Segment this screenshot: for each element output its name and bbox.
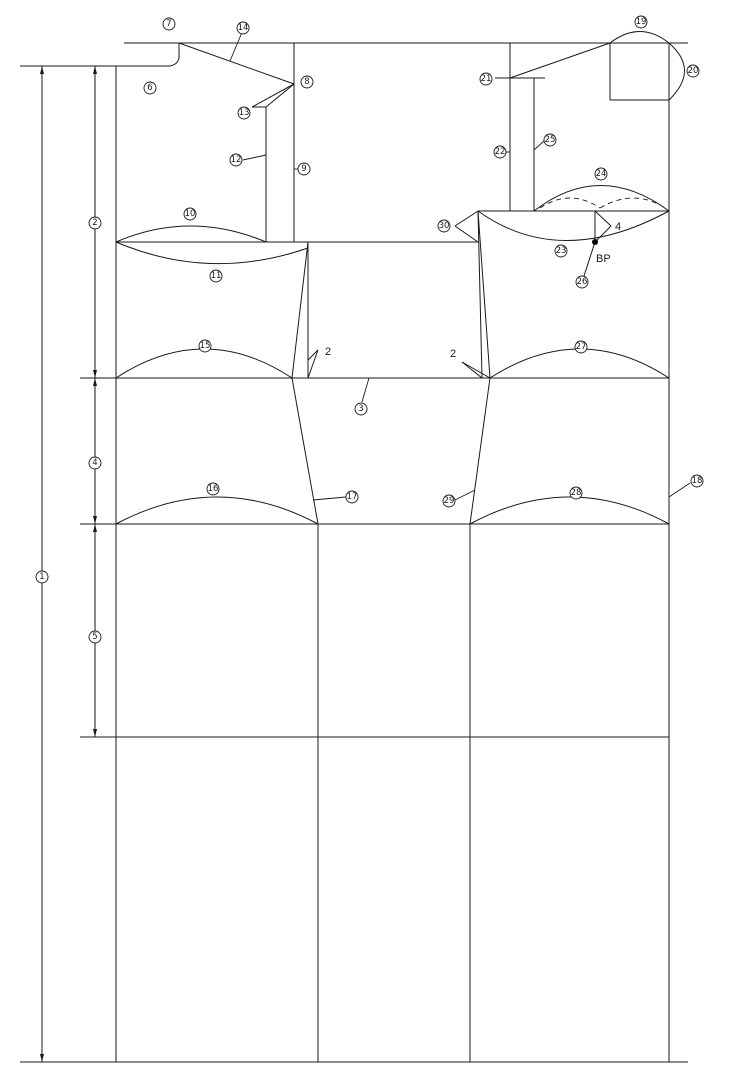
leader-18 [669,483,690,497]
label-14-text: 14 [237,23,249,33]
dimension-lines [20,66,116,1062]
label-18 [691,475,703,487]
front-waist-curve [470,497,669,524]
front-side-seam [462,211,490,524]
label-2-text: 2 [92,218,98,228]
front-neck-shoulder [495,32,685,212]
dimension-4-arrow-bottom [93,516,97,524]
label-29-text: 29 [443,496,455,506]
bust-dart-diagonal-a [595,211,611,226]
label-30 [438,220,450,232]
label-27 [575,341,587,353]
label-23 [555,245,567,257]
label-22 [494,146,506,158]
front-bust-area [455,186,669,277]
leader-12 [243,155,266,160]
label-25 [544,134,556,146]
label-10-text: 10 [184,209,196,219]
label-3-text: 3 [358,404,364,414]
back-shoulder-line [179,43,294,84]
dart-width-left: 2 [325,346,332,358]
shoulder-dart-inner [266,84,294,107]
leader-25 [534,140,545,150]
back-side-seam [292,242,318,524]
leader-29 [455,490,475,500]
label-26 [576,276,588,288]
label-24-text: 24 [595,169,607,179]
label-28-text: 28 [570,488,582,498]
front-side-seam-lower [470,378,490,524]
label-9-text: 9 [301,164,307,174]
label-22-text: 22 [494,147,506,157]
label-24 [595,168,607,180]
label-17 [346,491,358,503]
label-6-text: 6 [147,83,153,93]
label-27-text: 27 [575,342,587,352]
label-21-text: 21 [480,74,492,84]
label-20 [687,65,699,77]
front-side-dart-tip-b [462,362,490,378]
bust-dart-diagonal-b [595,226,611,242]
front-armhole-dashed-left [540,198,600,208]
dimension-1-arrow-top [40,66,44,74]
back-side-seam-lower [292,378,318,524]
numbered-labels [36,16,703,643]
front-chest-curve [490,349,669,378]
bust-dart-width: 4 [615,221,622,233]
label-1-text: 1 [39,572,45,582]
label-26-text: 26 [576,277,588,287]
label-29 [443,495,455,507]
label-16 [207,483,219,495]
front-side-dart-tip-a [462,362,482,378]
shoulder-dart-leg-upper [252,84,294,107]
label-21 [480,73,492,85]
label-20-text: 20 [687,66,699,76]
label-1 [36,571,48,583]
label-18-text: 18 [691,476,703,486]
hem-curves [116,349,669,524]
label-8-text: 8 [304,77,310,87]
label-14 [237,22,249,34]
label-5 [89,631,101,643]
front-armhole-dashed-right [600,198,665,208]
label-12-text: 12 [230,155,242,165]
front-neck-dart-b [455,226,478,242]
label-28 [570,487,582,499]
back-armhole-upper-curve [116,226,266,242]
front-neck-curve-side [669,43,685,100]
label-7-text: 7 [166,19,172,29]
label-19 [635,16,647,28]
back-chest-curve [116,349,292,378]
front-shoulder-line [510,43,610,78]
bust-point-leader [584,242,595,276]
label-6 [144,82,156,94]
label-10 [184,208,196,220]
label-25-text: 25 [544,135,556,145]
label-8 [301,76,313,88]
label-17-text: 17 [346,492,358,502]
label-2 [89,217,101,229]
label-13 [238,107,250,119]
back-neck-curve [116,43,179,66]
label-4 [89,457,101,469]
bust-point-label: BP [596,253,611,265]
label-9 [298,163,310,175]
back-side-dart-left [292,242,308,378]
dimension-1-arrow-bottom [40,1054,44,1062]
leader-3 [362,378,369,402]
label-15-text: 15 [199,341,211,351]
dimension-2-arrow-bottom [93,370,97,378]
back-side-dart-tip-b [308,350,318,378]
leader-17 [313,497,346,500]
back-waist-curve [116,497,318,524]
dimension-5-arrow-top [93,524,97,532]
label-7 [163,18,175,30]
dimension-2-arrow-top [93,66,97,74]
dimension-4-arrow-top [93,378,97,386]
label-15 [199,340,211,352]
label-19-text: 19 [635,17,647,27]
front-neck-dart-a [455,211,478,226]
frame-lines [20,43,688,1062]
back-armhole-lower-curve [116,242,308,264]
label-11 [210,270,222,282]
dart-width-right: 2 [450,348,457,360]
label-4-text: 4 [92,458,98,468]
dimension-5-arrow-bottom [93,729,97,737]
label-12 [230,154,242,166]
leader-14 [230,30,243,61]
back-armhole-curves [116,226,308,264]
label-13-text: 13 [238,108,250,118]
back-neck-shoulder [116,43,294,242]
front-neck-curve-top [610,32,669,44]
label-23-text: 23 [555,246,567,256]
front-armhole-lower-curve [478,211,669,241]
label-5-text: 5 [92,632,98,642]
label-3 [355,403,367,415]
label-11-text: 11 [210,271,222,281]
label-16-text: 16 [207,484,219,494]
label-30-text: 30 [438,221,450,231]
